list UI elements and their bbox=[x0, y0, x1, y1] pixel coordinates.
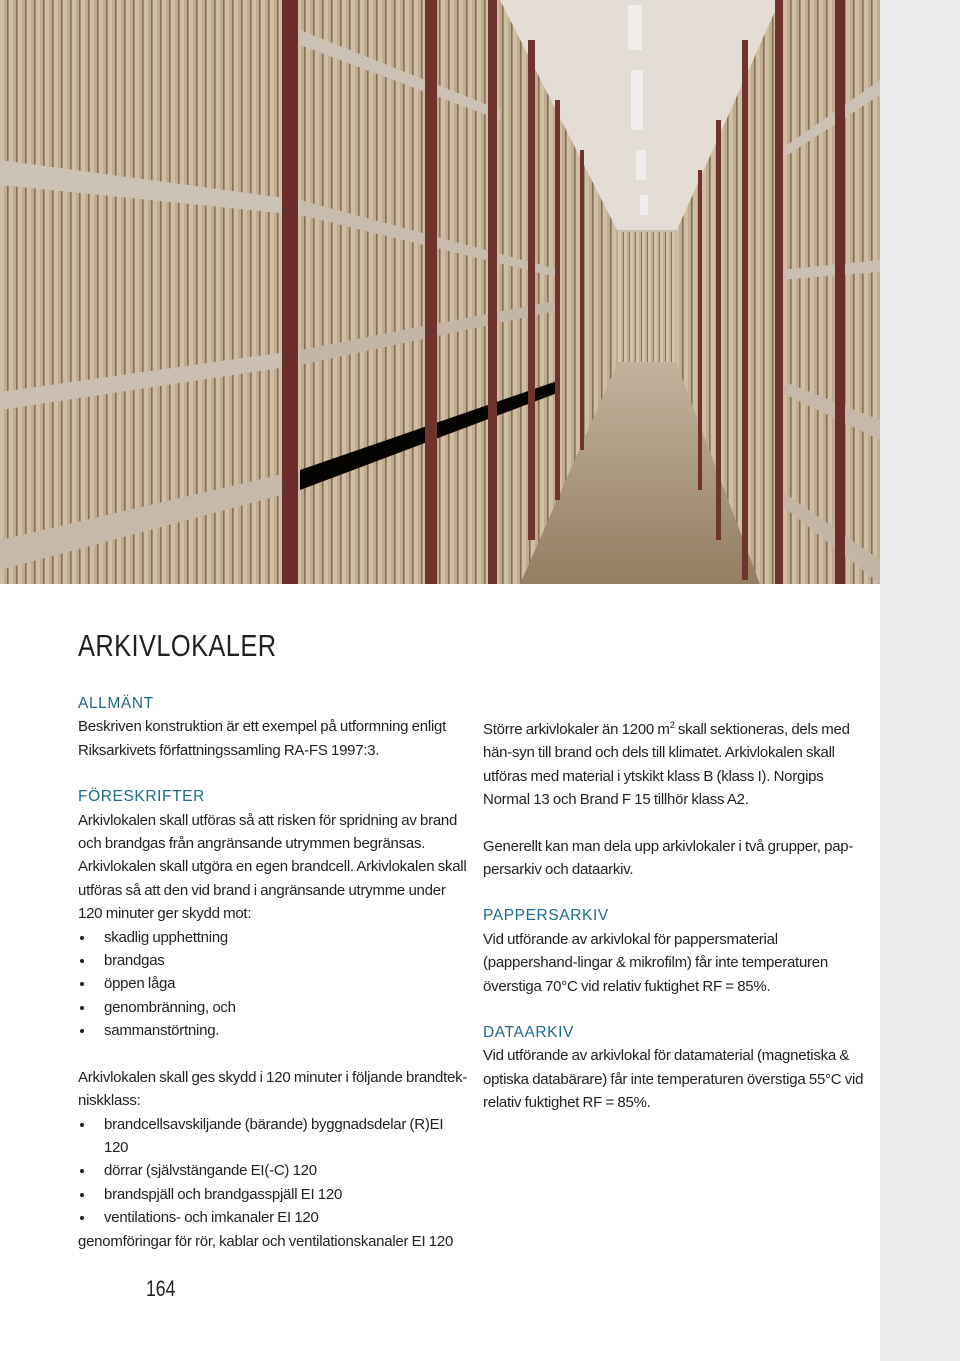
page-title: ARKIVLOKALER bbox=[78, 628, 277, 663]
brandteknisk-text: Arkivlokalen skall ges skydd i 120 minuter i följande brandtek-niskklass: bbox=[78, 1068, 468, 1110]
list-item: brandgas bbox=[78, 949, 468, 972]
genomforingar-line: genomföringar för rör, kablar och ventilationskanaler EI 120 bbox=[78, 1232, 454, 1250]
allmant-text: Beskriven konstruktion är ett exempel på utformning enligt Riksarkivets författningssamling RA-FS 1997:3. bbox=[78, 718, 447, 759]
list-item: genombränning, och bbox=[78, 996, 468, 1019]
section-heading-foreskrifter: FÖRESKRIFTER bbox=[78, 788, 205, 806]
page-edge-strip bbox=[880, 0, 960, 1361]
list-item: ventilations- och imkanaler EI 120 bbox=[78, 1206, 468, 1229]
section-heading-allmant: ALLMÄNT bbox=[78, 695, 154, 712]
sektionering-text bbox=[483, 718, 873, 812]
left-column bbox=[78, 692, 468, 1253]
foreskrifter-text: Arkivlokalen skall utföras så att risken för spridning av brand och brandgas från angränsande utrymmen begränsas. Arkivlokalen skall utgöra en egen brandcell. Arkivlokalen skall utföras så att den vid brand i angränsande utrymme under 120 minuter ger skydd mot: bbox=[78, 811, 467, 923]
archive-shelves-photo bbox=[0, 0, 880, 584]
list-item: dörrar (självstängande EI(-C) 120 bbox=[78, 1159, 468, 1182]
pappersarkiv-text: Vid utförande av arkivlokal för pappersmaterial (pappershand-lingar & mikrofilm) får inte temperaturen överstiga 70°C vid relativ fuktighet RF = 85%. bbox=[483, 930, 828, 995]
list-item: brandcellsavskiljande (bärande) byggnadsdelar (R)EI 120 bbox=[78, 1113, 468, 1160]
list-item: skadlig upphettning bbox=[78, 926, 468, 949]
section-heading-dataarkiv: DATAARKIV bbox=[483, 1024, 574, 1042]
intro-text-part1: Större arkivlokaler än 1200 m bbox=[483, 721, 670, 738]
superscript-2: 2 bbox=[669, 720, 675, 730]
fire-class-list bbox=[78, 1113, 468, 1230]
groups-text: Generellt kan man dela upp arkivlokaler i två grupper, pap-persarkiv och dataarkiv. bbox=[483, 837, 854, 879]
list-item: sammanstörtning. bbox=[78, 1019, 468, 1042]
protection-list bbox=[78, 926, 468, 1043]
dataarkiv-text: Vid utförande av arkivlokal för datamaterial (magnetiska & optiska databärare) får inte temperaturen överstiga 55°C vid relativ fuktighet RF = 85%. bbox=[483, 1047, 864, 1112]
list-item: brandspjäll och brandgasspjäll EI 120 bbox=[78, 1183, 468, 1206]
page-number: 164 bbox=[146, 1276, 176, 1301]
right-column bbox=[483, 718, 873, 1115]
section-heading-pappersarkiv: PAPPERSARKIV bbox=[483, 907, 609, 925]
list-item: öppen låga bbox=[78, 972, 468, 995]
intro-text-part2: skall sektioneras, dels med hän-syn till brand och dels till klimatet. Arkivlokalen skall utföras med material i ytskikt klass B (klass I). Norgips Normal 13 och Brand F 15 tillhör klass A2. bbox=[483, 721, 850, 809]
